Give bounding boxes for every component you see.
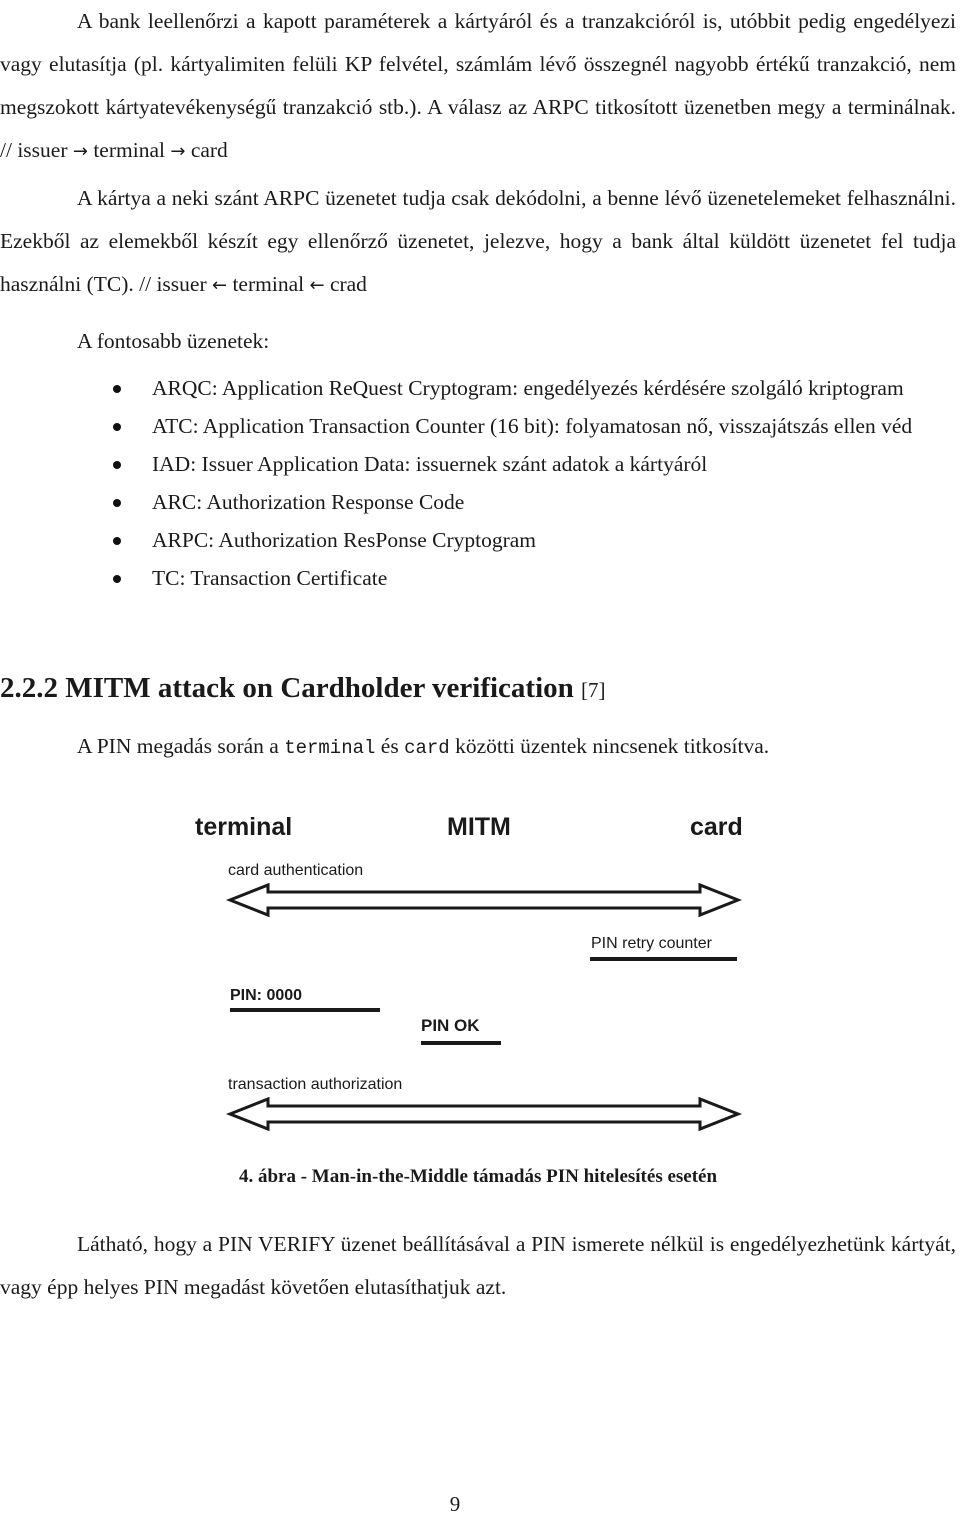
section-heading: 2.2.2 MITM attack on Cardholder verification [7] xyxy=(0,672,606,704)
bullet-icon xyxy=(113,461,121,469)
figure-caption: 4. ábra - Man-in-the-Middle támadás PIN hitelesítés esetén xyxy=(238,1166,718,1187)
list-item: ARPC: Authorization ResPonse Cryptogram xyxy=(0,528,956,553)
flow-issuer-to-card: // issuer → terminal → card xyxy=(0,138,228,162)
left-arrow-icon: ← xyxy=(211,275,228,296)
double-arrow-card-authentication xyxy=(230,885,738,915)
list-item: TC: Transaction Certificate xyxy=(0,566,956,591)
double-arrow-transaction-authorization xyxy=(230,1099,738,1129)
paragraph-messages-intro: A fontosabb üzenetek: xyxy=(77,329,270,353)
message-pin-0000: PIN: 0000 xyxy=(230,987,303,1004)
paragraph-pin-unencrypted: A PIN megadás során a terminal és card közötti üzentek nincsenek titkosítva. xyxy=(77,734,770,759)
right-arrow-icon: → xyxy=(170,141,186,162)
message-pin-ok: PIN OK xyxy=(421,1016,480,1035)
left-arrow-icon: ← xyxy=(309,275,325,296)
bullet-icon xyxy=(113,575,121,583)
column-terminal-label: terminal xyxy=(195,813,293,841)
column-card-label: card xyxy=(690,813,743,841)
bullet-icon xyxy=(113,385,121,393)
list-item: ARC: Authorization Response Code xyxy=(0,490,956,515)
right-arrow-icon: → xyxy=(72,141,88,162)
bullet-icon xyxy=(113,499,121,507)
message-transaction-authorization: transaction authorization xyxy=(228,1076,403,1093)
list-item: IAD: Issuer Application Data: issuernek szánt adatok a kártyáról xyxy=(0,452,956,477)
list-item: ATC: Application Transaction Counter (16 bit): folyamatosan nő, visszajátszás ellen véd xyxy=(0,414,956,439)
citation-ref: [7] xyxy=(581,678,606,702)
page-number: 9 xyxy=(449,1492,461,1516)
paragraph-text: A bank leellenőrzi a kapott paraméterek a kártyáról és a tranzakcióról is, utóbbit pedig engedélyezi vagy elutasítja (pl. kártyalimiten felüli KP felvétel, számlám lévő összegnél nagyobb értékű tranzakció, nem megszokott kártyatevékenységű tranzakció stb.). A válasz az ARPC titkosított üzenetben megy a terminálnak. xyxy=(0,9,956,119)
paragraph-conclusion: Látható, hogy a PIN VERIFY üzenet beállításával a PIN ismerete nélkül is engedélyezhetünk kártyát, vagy épp helyes PIN megadást követően elutasíthatjuk azt. xyxy=(0,1232,956,1299)
paragraph-bank-check xyxy=(0,0,956,173)
bullet-icon xyxy=(113,537,121,545)
bullet-icon xyxy=(113,423,121,431)
paragraph-text: A kártya a neki szánt ARPC üzenetet tudja csak dekódolni, a benne lévő üzenetelemeket felhasználni. Ezekből az elemekből készít egy ellenőrző üzenetet, jelezve, hogy a bank által küldött üzenetet fel tudja használni (TC). xyxy=(0,186,956,296)
mitm-diagram xyxy=(185,805,765,1150)
column-mitm-label: MITM xyxy=(447,813,511,841)
message-list xyxy=(0,376,956,604)
message-pin-retry-counter: PIN retry counter xyxy=(591,935,712,952)
list-item: ARQC: Application ReQuest Cryptogram: engedélyezés kérdésére szolgáló kriptogram xyxy=(0,376,956,401)
paragraph-card-decode xyxy=(0,177,956,307)
message-card-authentication: card authentication xyxy=(228,862,364,879)
flow-card-to-issuer: // issuer ← terminal ← crad xyxy=(139,272,367,296)
